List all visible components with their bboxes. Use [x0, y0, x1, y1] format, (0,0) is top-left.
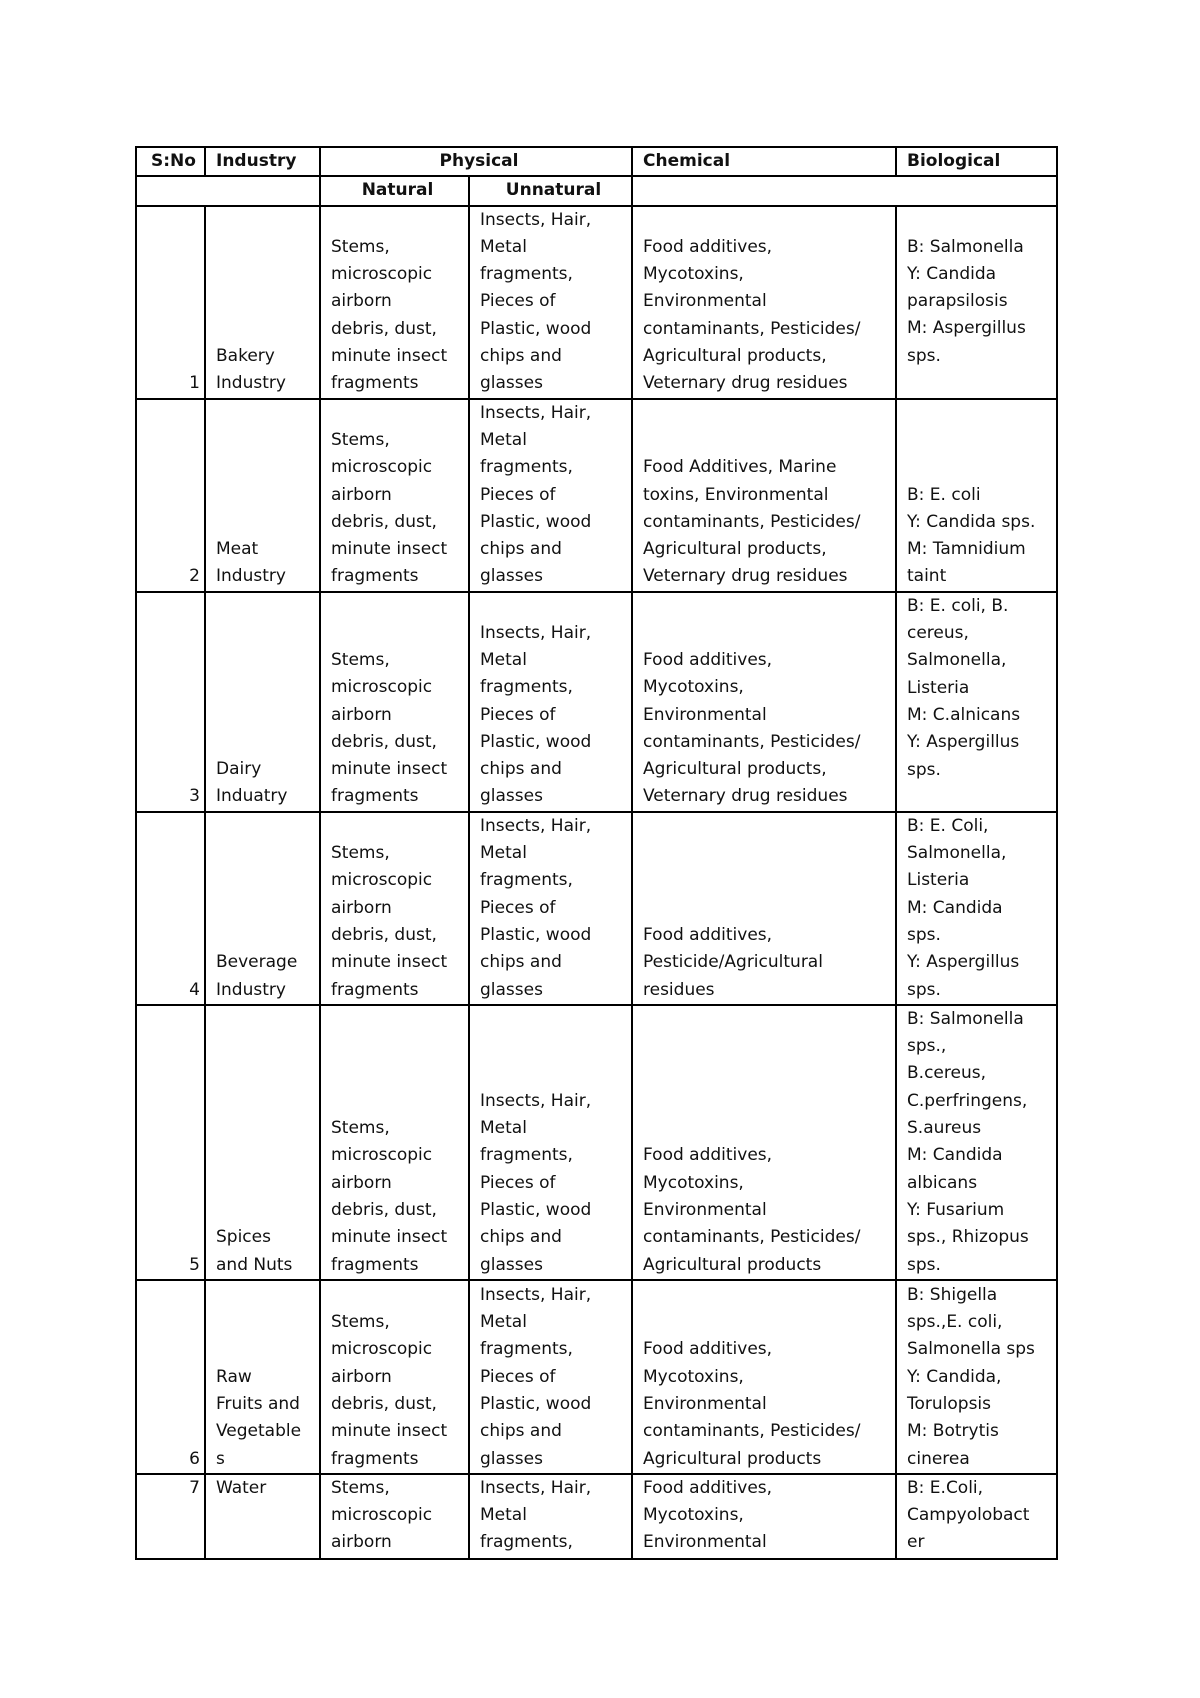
cell-natural: Stems, microscopic airborn	[320, 1474, 469, 1559]
cell-chemical: Food Additives, Marine toxins, Environmental contaminants, Pesticides/ Agricultural products, Veternary drug residues	[632, 399, 896, 592]
cell-industry: Dairy Induatry	[205, 592, 320, 812]
cell-industry: Meat Industry	[205, 399, 320, 592]
header-chemical: Chemical	[632, 147, 896, 176]
cell-biological: B: E. coli, B. cereus, Salmonella, Listeria M: C.alnicans Y: Aspergillus sps.	[896, 592, 1057, 812]
cell-industry: Raw Fruits and Vegetable s	[205, 1280, 320, 1474]
cell-chemical: Food additives, Pesticide/Agricultural residues	[632, 812, 896, 1005]
subheader-natural: Natural	[320, 176, 469, 205]
table-body	[136, 147, 1057, 1559]
header-biological: Biological	[896, 147, 1057, 176]
cell-natural: Stems, microscopic airborn debris, dust, minute insect fragments	[320, 812, 469, 1005]
cell-unnatural: Insects, Hair, Metal fragments, Pieces of Plastic, wood chips and glasses	[469, 1005, 632, 1280]
subheader-blank-left	[136, 176, 320, 205]
header-industry: Industry	[205, 147, 320, 176]
cell-biological: B: Salmonella Y: Candida parapsilosis M: Aspergillus sps.	[896, 206, 1057, 399]
cell-unnatural: Insects, Hair, Metal fragments, Pieces of Plastic, wood chips and glasses	[469, 812, 632, 1005]
cell-natural: Stems, microscopic airborn debris, dust, minute insect fragments	[320, 1280, 469, 1474]
header-sno: S:No	[136, 147, 205, 176]
cell-unnatural: Insects, Hair, Metal fragments, Pieces of Plastic, wood chips and glasses	[469, 592, 632, 812]
cell-biological: B: E. Coli, Salmonella, Listeria M: Candida sps. Y: Aspergillus sps.	[896, 812, 1057, 1005]
cell-natural: Stems, microscopic airborn debris, dust, minute insect fragments	[320, 1005, 469, 1280]
cell-industry: Bakery Industry	[205, 206, 320, 399]
subheader-row	[136, 176, 1057, 205]
subheader-unnatural: Unnatural	[469, 176, 632, 205]
cell-biological: B: E.Coli, Campyolobact er	[896, 1474, 1057, 1559]
cell-sno: 5	[136, 1005, 205, 1280]
table-row	[136, 812, 1057, 1005]
hazards-table	[135, 146, 1058, 1560]
cell-sno: 3	[136, 592, 205, 812]
cell-chemical: Food additives, Mycotoxins, Environmental contaminants, Pesticides/ Agricultural products, Veternary drug residues	[632, 592, 896, 812]
subheader-blank-right	[632, 176, 1057, 205]
header-physical: Physical	[320, 147, 632, 176]
cell-unnatural: Insects, Hair, Metal fragments, Pieces of Plastic, wood chips and glasses	[469, 1280, 632, 1474]
cell-industry: Beverage Industry	[205, 812, 320, 1005]
cell-natural: Stems, microscopic airborn debris, dust, minute insect fragments	[320, 206, 469, 399]
cell-natural: Stems, microscopic airborn debris, dust, minute insect fragments	[320, 399, 469, 592]
cell-chemical: Food additives, Mycotoxins, Environmental contaminants, Pesticides/ Agricultural products	[632, 1280, 896, 1474]
cell-chemical: Food additives, Mycotoxins, Environmental contaminants, Pesticides/ Agricultural products, Veternary drug residues	[632, 206, 896, 399]
table-row	[136, 399, 1057, 592]
cell-chemical: Food additives, Mycotoxins, Environmental contaminants, Pesticides/ Agricultural products	[632, 1005, 896, 1280]
cell-sno: 2	[136, 399, 205, 592]
cell-industry: Water	[205, 1474, 320, 1559]
table-row	[136, 1280, 1057, 1474]
header-row	[136, 147, 1057, 176]
cell-sno: 7	[136, 1474, 205, 1559]
cell-chemical: Food additives, Mycotoxins, Environmental	[632, 1474, 896, 1559]
cell-unnatural: Insects, Hair, Metal fragments, Pieces of Plastic, wood chips and glasses	[469, 206, 632, 399]
cell-sno: 1	[136, 206, 205, 399]
cell-sno: 4	[136, 812, 205, 1005]
table-row	[136, 206, 1057, 399]
cell-biological: B: E. coli Y: Candida sps. M: Tamnidium taint	[896, 399, 1057, 592]
cell-biological: B: Shigella sps.,E. coli, Salmonella sps Y: Candida, Torulopsis M: Botrytis cinerea	[896, 1280, 1057, 1474]
cell-sno: 6	[136, 1280, 205, 1474]
cell-unnatural: Insects, Hair, Metal fragments,	[469, 1474, 632, 1559]
cell-industry: Spices and Nuts	[205, 1005, 320, 1280]
table-row	[136, 1474, 1057, 1559]
cell-natural: Stems, microscopic airborn debris, dust, minute insect fragments	[320, 592, 469, 812]
table-row	[136, 592, 1057, 812]
cell-biological: B: Salmonella sps., B.cereus, C.perfringens, S.aureus M: Candida albicans Y: Fusarium sps., Rhizopus sps.	[896, 1005, 1057, 1280]
table-row	[136, 1005, 1057, 1280]
cell-unnatural: Insects, Hair, Metal fragments, Pieces of Plastic, wood chips and glasses	[469, 399, 632, 592]
